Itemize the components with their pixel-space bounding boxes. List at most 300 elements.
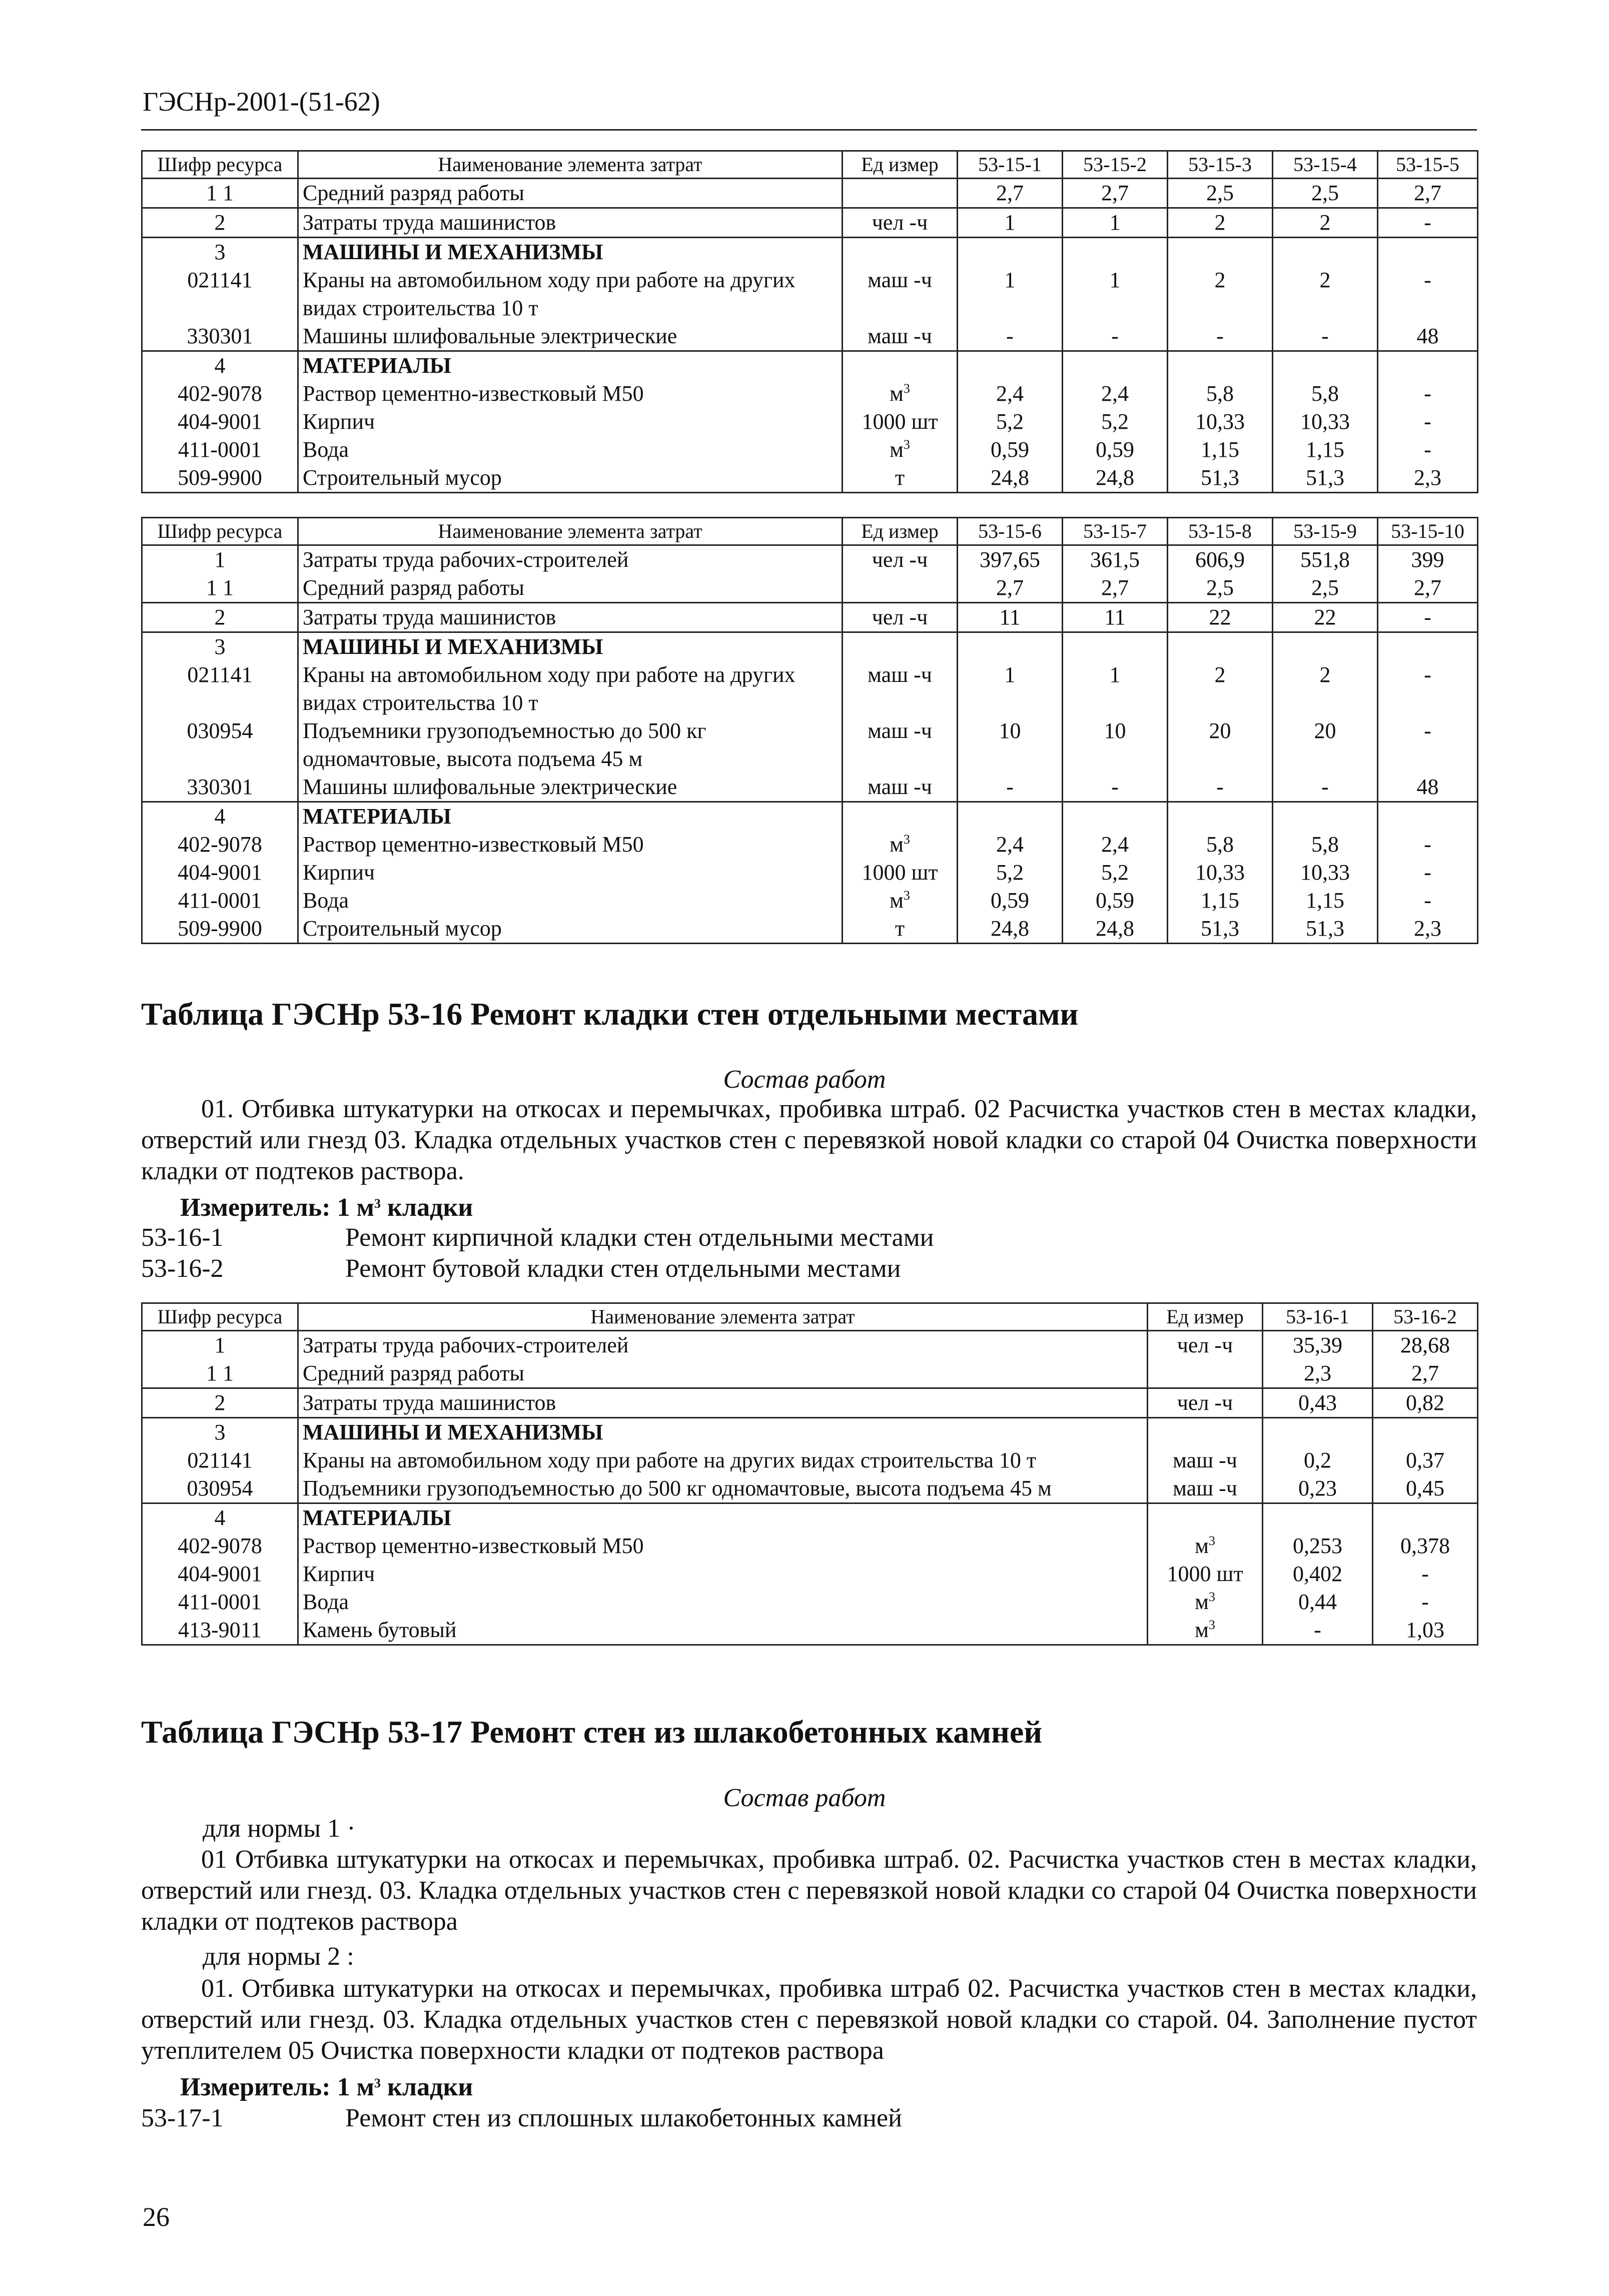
norm-value: 1: [1063, 208, 1168, 238]
resource-table-53-15-a: [141, 150, 1478, 493]
resource-code: 3: [142, 238, 298, 267]
table-header-row: [142, 1303, 1478, 1331]
table-row: [142, 1388, 1478, 1418]
norm-value: 0,43: [1263, 1388, 1373, 1418]
norm-value: [1168, 632, 1273, 661]
unit-text: т: [895, 465, 905, 490]
norm-value: 1,15: [1168, 436, 1273, 464]
norm-value: 20: [1273, 717, 1378, 773]
section-row: [142, 1503, 1478, 1533]
table-row: [142, 574, 1478, 603]
norm-value: [1378, 802, 1478, 831]
resource-unit: [1148, 1359, 1263, 1388]
table-row: [142, 380, 1478, 408]
column-header-code: Шифр ресурса: [142, 1303, 298, 1331]
resource-code: 2: [142, 1388, 298, 1418]
resource-name: Затраты труда машинистов: [298, 208, 843, 238]
resource-unit: [843, 322, 958, 351]
unit-text: 1000 шт: [862, 860, 938, 885]
norm-value: 1: [958, 661, 1063, 717]
unit-text: маш -ч: [1173, 1448, 1237, 1472]
norm-value: [1273, 238, 1378, 267]
norm-value: 0,44: [1263, 1588, 1373, 1616]
resource-code: 1: [142, 545, 298, 574]
resource-name: МАШИНЫ И МЕХАНИЗМЫ: [298, 632, 843, 661]
resource-code: 509-9900: [142, 464, 298, 493]
unit-text: маш -ч: [868, 662, 932, 687]
work-composition-heading: Состав работ: [723, 1784, 886, 1812]
unit-text: м: [890, 832, 904, 857]
table-row: [142, 436, 1478, 464]
column-header-norm: 53-15-1: [958, 151, 1063, 179]
measure-unit: Измеритель: 1 $м^3$ кладки: [180, 2073, 473, 2101]
unit-text: м: [1195, 1534, 1209, 1558]
norm-value: 10: [958, 717, 1063, 773]
norm-value: 48: [1378, 773, 1478, 802]
norm-code: 53-16-1: [141, 1223, 224, 1252]
norm-value: 24,8: [958, 464, 1063, 493]
norm-value: 0,253: [1263, 1532, 1373, 1560]
resource-name: МАТЕРИАЛЫ: [298, 802, 843, 831]
resource-name: Подъемники грузоподъемностью до 500 кг одномачтовые, высота подъема 45 м: [298, 717, 843, 773]
work-composition-text-1: 01 Отбивка штукатурки на откосах и перемычках, пробивка штраб. 02. Расчистка участков стен в местах кладки, отверстий или гнезд. 03. Кладка отдельных участков стен с перевязкой новой кладки со старой 04 Очистка поверхности кладки от подтеков раствора: [141, 1845, 1477, 1936]
norm-value: 2: [1168, 208, 1273, 238]
norm-value: -: [1273, 773, 1378, 802]
norm-value: [1063, 238, 1168, 267]
resource-unit: [843, 831, 958, 859]
resource-code: 411-0001: [142, 887, 298, 915]
unit-text: м: [890, 888, 904, 913]
column-header-norm: 53-15-5: [1378, 151, 1478, 179]
norm-value: 2,4: [958, 831, 1063, 859]
norm-value: 5,2: [958, 408, 1063, 436]
table-row: [142, 661, 1478, 717]
table-row: [142, 408, 1478, 436]
norm-code: 53-17-1: [141, 2104, 224, 2132]
norm-value: 48: [1378, 322, 1478, 351]
column-header-norm: 53-15-3: [1168, 151, 1273, 179]
norm-value: 22: [1273, 603, 1378, 632]
unit-superscript: 3: [1208, 1590, 1215, 1604]
unit-text: маш -ч: [868, 268, 932, 292]
resource-unit: [1148, 1503, 1263, 1533]
resource-name: Средний разряд работы: [298, 574, 843, 603]
norm-value: 51,3: [1168, 464, 1273, 493]
table-row: [142, 887, 1478, 915]
norm-value: 0,59: [958, 436, 1063, 464]
norm-value: 24,8: [1063, 915, 1168, 944]
resource-code: 021141: [142, 1446, 298, 1474]
unit-superscript: 3: [903, 437, 910, 452]
table-row: [142, 831, 1478, 859]
norm-value: -: [1273, 322, 1378, 351]
norm-value: 2,7: [1378, 574, 1478, 603]
resource-unit: [843, 266, 958, 322]
resource-code: 330301: [142, 773, 298, 802]
resource-code: 3: [142, 632, 298, 661]
resource-unit: [1148, 1388, 1263, 1418]
norm-value: 2: [1168, 661, 1273, 717]
norm-value: -: [958, 773, 1063, 802]
resource-unit: [843, 408, 958, 436]
norm-value: 24,8: [1063, 464, 1168, 493]
norm-value: 2: [1273, 208, 1378, 238]
table-row: [142, 1532, 1478, 1560]
resource-unit: [843, 436, 958, 464]
resource-code: 030954: [142, 717, 298, 773]
resource-code: 411-0001: [142, 1588, 298, 1616]
column-header-name: Наименование элемента затрат: [298, 518, 843, 545]
norm-value: -: [1378, 266, 1478, 322]
norm-value: 2,5: [1273, 574, 1378, 603]
resource-unit: [843, 464, 958, 493]
norm-value: 0,59: [1063, 887, 1168, 915]
norm-value: -: [1378, 208, 1478, 238]
resource-unit: [843, 717, 958, 773]
resource-name: Краны на автомобильном ходу при работе на других видах строительства 10 т: [298, 1446, 1148, 1474]
norm-value: 0,2: [1263, 1446, 1373, 1474]
section-row: [142, 238, 1478, 267]
resource-table-53-15-b: [141, 517, 1478, 944]
norm-1-label: для нормы 1 ·: [203, 1814, 356, 1843]
norm-value: -: [1378, 408, 1478, 436]
norm-value: 1,03: [1373, 1616, 1478, 1645]
resource-code: 4: [142, 802, 298, 831]
unit-text: м: [1195, 1590, 1209, 1614]
resource-name: Затраты труда рабочих-строителей: [298, 545, 843, 574]
norm-value: 2,7: [958, 179, 1063, 208]
table-header-row: [142, 151, 1478, 179]
table-row: [142, 179, 1478, 208]
resource-code: 021141: [142, 661, 298, 717]
norm-value: 0,402: [1263, 1560, 1373, 1588]
unit-text: т: [895, 916, 905, 941]
resource-code: 1: [142, 1331, 298, 1360]
norm-2-label: для нормы 2 :: [203, 1942, 354, 1971]
norm-value: 5,2: [1063, 859, 1168, 887]
resource-unit: [843, 238, 958, 267]
resource-code: 2: [142, 603, 298, 632]
section-row: [142, 351, 1478, 380]
norm-value: 1: [958, 266, 1063, 322]
resource-name: Вода: [298, 1588, 1148, 1616]
table-17-title: Таблица ГЭСНр 53-17 Ремонт стен из шлакобетонных камней: [141, 1714, 1043, 1750]
section-row: [142, 1418, 1478, 1447]
norm-value: 10,33: [1273, 859, 1378, 887]
resource-unit: [843, 179, 958, 208]
table-row: [142, 915, 1478, 944]
norm-value: 1,15: [1273, 887, 1378, 915]
norm-value: 0,82: [1373, 1388, 1478, 1418]
unit-text: чел -ч: [1177, 1333, 1233, 1357]
resource-name: Раствор цементно-известковый М50: [298, 1532, 1148, 1560]
resource-code: 402-9078: [142, 1532, 298, 1560]
work-composition-heading: Состав работ: [723, 1065, 886, 1094]
resource-code: 2: [142, 208, 298, 238]
resource-name: Вода: [298, 436, 843, 464]
norm-value: 51,3: [1168, 915, 1273, 944]
resource-name: Затраты труда рабочих-строителей: [298, 1331, 1148, 1360]
norm-value: -: [1378, 380, 1478, 408]
norm-value: -: [1378, 661, 1478, 717]
table-row: [142, 1588, 1478, 1616]
resource-code: 404-9001: [142, 1560, 298, 1588]
work-composition-text-2: 01. Отбивка штукатурки на откосах и перемычках, пробивка штраб 02. Расчистка участков стен в местах кладки, отверстий или гнезд. 03. Кладка отдельных участков стен с перевязкой новой кладки со старой. 04. Заполнение пустот утеплителем 05 Очистка поверхности кладки от подтеков раствора: [141, 1974, 1477, 2065]
norm-value: 11: [958, 603, 1063, 632]
resource-name: Строительный мусор: [298, 915, 843, 944]
measure-unit: Измеритель: 1 $м^3$ кладки: [180, 1193, 473, 1222]
norm-value: [1273, 351, 1378, 380]
norm-value: -: [1063, 773, 1168, 802]
resource-name: Машины шлифовальные электрические: [298, 322, 843, 351]
resource-code: 402-9078: [142, 380, 298, 408]
resource-unit: [1148, 1532, 1263, 1560]
column-header-code: Шифр ресурса: [142, 151, 298, 179]
table-row: [142, 773, 1478, 802]
resource-unit: [843, 380, 958, 408]
norm-value: 2,7: [1063, 179, 1168, 208]
unit-text: 1000 шт: [862, 409, 938, 434]
norm-value: 2: [1273, 266, 1378, 322]
resource-code: 413-9011: [142, 1616, 298, 1645]
norm-value: -: [958, 322, 1063, 351]
norm-value: 2,3: [1378, 915, 1478, 944]
norm-value: [1373, 1418, 1478, 1447]
resource-unit: [843, 208, 958, 238]
column-header-unit: Ед измер: [843, 151, 958, 179]
resource-name: Машины шлифовальные электрические: [298, 773, 843, 802]
norm-value: 10,33: [1168, 408, 1273, 436]
resource-name: Средний разряд работы: [298, 1359, 1148, 1388]
norm-value: 2,7: [958, 574, 1063, 603]
norm-value: [1063, 351, 1168, 380]
norm-value: -: [1373, 1588, 1478, 1616]
norm-value: 0,37: [1373, 1446, 1478, 1474]
norm-value: 2: [1168, 266, 1273, 322]
table-row: [142, 1560, 1478, 1588]
resource-code: 030954: [142, 1474, 298, 1503]
resource-code: 330301: [142, 322, 298, 351]
column-header-norm: 53-15-7: [1063, 518, 1168, 545]
resource-table-53-16: [141, 1302, 1478, 1646]
norm-value: 361,5: [1063, 545, 1168, 574]
unit-text: маш -ч: [868, 775, 932, 799]
norm-value: 5,2: [1063, 408, 1168, 436]
column-header-norm: 53-15-8: [1168, 518, 1273, 545]
unit-superscript: 3: [1208, 1534, 1215, 1548]
norm-value: 2,4: [958, 380, 1063, 408]
unit-text: маш -ч: [1173, 1476, 1237, 1500]
column-header-norm: 53-15-2: [1063, 151, 1168, 179]
norm-value: 606,9: [1168, 545, 1273, 574]
norm-title: Ремонт стен из сплошных шлакобетонных камней: [345, 2104, 902, 2132]
resource-name: Кирпич: [298, 859, 843, 887]
norm-value: 5,8: [1273, 831, 1378, 859]
unit-superscript: 3: [903, 888, 910, 903]
resource-code: 3: [142, 1418, 298, 1447]
norm-value: 5,2: [958, 859, 1063, 887]
resource-code: 021141: [142, 266, 298, 322]
resource-unit: [843, 661, 958, 717]
norm-value: [1378, 351, 1478, 380]
norm-value: 5,8: [1273, 380, 1378, 408]
resource-name: Кирпич: [298, 1560, 1148, 1588]
norm-value: [958, 351, 1063, 380]
column-header-unit: Ед измер: [843, 518, 958, 545]
resource-unit: [843, 351, 958, 380]
work-composition-text: 01. Отбивка штукатурки на откосах и перемычках, пробивка штраб. 02 Расчистка участков стен в местах кладки, отверстий или гнезд 03. Кладка отдельных участков стен с перевязкой новой кладки со старой 04 Очистка поверхности кладки от подтеков раствора.: [141, 1095, 1477, 1185]
norm-value: -: [1378, 887, 1478, 915]
resource-unit: [843, 859, 958, 887]
resource-code: 404-9001: [142, 859, 298, 887]
norm-value: 2,5: [1273, 179, 1378, 208]
resource-name: Кирпич: [298, 408, 843, 436]
resource-name: Средний разряд работы: [298, 179, 843, 208]
resource-name: Затраты труда машинистов: [298, 603, 843, 632]
resource-code: 1 1: [142, 1359, 298, 1388]
norm-value: 1: [958, 208, 1063, 238]
norm-value: -: [1263, 1616, 1373, 1645]
section-row: [142, 802, 1478, 831]
resource-unit: [843, 632, 958, 661]
norm-value: -: [1168, 773, 1273, 802]
unit-text: чел -ч: [872, 605, 928, 629]
norm-value: -: [1378, 717, 1478, 773]
norm-value: -: [1378, 603, 1478, 632]
unit-superscript: 3: [903, 381, 910, 396]
norm-value: 20: [1168, 717, 1273, 773]
resource-unit: [1148, 1560, 1263, 1588]
norm-value: [1273, 632, 1378, 661]
norm-value: 10,33: [1273, 408, 1378, 436]
norm-value: [1263, 1503, 1373, 1533]
norm-value: -: [1378, 436, 1478, 464]
unit-text: м: [890, 381, 904, 406]
resource-unit: [843, 802, 958, 831]
norm-value: [1168, 802, 1273, 831]
norm-value: 2,7: [1063, 574, 1168, 603]
resource-unit: [1148, 1331, 1263, 1360]
norm-value: 2,4: [1063, 380, 1168, 408]
resource-code: 509-9900: [142, 915, 298, 944]
norm-value: 551,8: [1273, 545, 1378, 574]
column-header-name: Наименование элемента затрат: [298, 1303, 1148, 1331]
norm-value: 2,3: [1378, 464, 1478, 493]
norm-title: Ремонт кирпичной кладки стен отдельными местами: [345, 1223, 934, 1252]
norm-value: 5,8: [1168, 380, 1273, 408]
resource-unit: [1148, 1616, 1263, 1645]
norm-value: 0,45: [1373, 1474, 1478, 1503]
column-header-code: Шифр ресурса: [142, 518, 298, 545]
resource-name: Краны на автомобильном ходу при работе на других видах строительства 10 т: [298, 661, 843, 717]
norm-value: [1168, 238, 1273, 267]
norm-value: [1378, 238, 1478, 267]
norm-value: 1: [1063, 661, 1168, 717]
resource-code: 404-9001: [142, 408, 298, 436]
column-header-unit: Ед измер: [1148, 1303, 1263, 1331]
table-16-title: Таблица ГЭСНр 53-16 Ремонт кладки стен отдельными местами: [141, 996, 1079, 1032]
norm-value: -: [1378, 859, 1478, 887]
norm-value: 2,5: [1168, 179, 1273, 208]
resource-name: Затраты труда машинистов: [298, 1388, 1148, 1418]
norm-value: 35,39: [1263, 1331, 1373, 1360]
norm-value: 0,59: [958, 887, 1063, 915]
document-header: ГЭСНр-2001-(51-62): [143, 87, 380, 117]
norm-value: 0,378: [1373, 1532, 1478, 1560]
table-row: [142, 266, 1478, 322]
resource-name: Раствор цементно-известковый М50: [298, 380, 843, 408]
resource-unit: [843, 915, 958, 944]
unit-text: маш -ч: [868, 718, 932, 743]
unit-text: чел -ч: [1177, 1390, 1233, 1415]
norm-value: 5,8: [1168, 831, 1273, 859]
table-row: [142, 545, 1478, 574]
unit-text: м: [890, 437, 904, 462]
column-header-norm: 53-16-1: [1263, 1303, 1373, 1331]
header-divider: [141, 129, 1477, 131]
norm-value: [1063, 802, 1168, 831]
resource-unit: [843, 545, 958, 574]
page-number: 26: [143, 2202, 170, 2232]
resource-unit: [1148, 1418, 1263, 1447]
resource-code: 1 1: [142, 574, 298, 603]
table-row: [142, 859, 1478, 887]
norm-value: -: [1378, 831, 1478, 859]
norm-value: 397,65: [958, 545, 1063, 574]
norm-value: [958, 802, 1063, 831]
norm-code: 53-16-2: [141, 1254, 224, 1283]
norm-value: 11: [1063, 603, 1168, 632]
table-row: [142, 1446, 1478, 1474]
column-header-name: Наименование элемента затрат: [298, 151, 843, 179]
table-header-row: [142, 518, 1478, 545]
resource-name: Краны на автомобильном ходу при работе на других видах строительства 10 т: [298, 266, 843, 322]
norm-value: 51,3: [1273, 915, 1378, 944]
resource-name: Строительный мусор: [298, 464, 843, 493]
norm-value: 2,7: [1378, 179, 1478, 208]
norm-value: -: [1063, 322, 1168, 351]
norm-value: 2: [1273, 661, 1378, 717]
resource-name: Раствор цементно-известковый М50: [298, 831, 843, 859]
table-row: [142, 603, 1478, 632]
unit-superscript: 3: [903, 832, 910, 847]
resource-name: МАТЕРИАЛЫ: [298, 351, 843, 380]
resource-code: 1 1: [142, 179, 298, 208]
column-header-norm: 53-15-6: [958, 518, 1063, 545]
table-row: [142, 1616, 1478, 1645]
resource-unit: [1148, 1446, 1263, 1474]
norm-value: 22: [1168, 603, 1273, 632]
norm-value: [1263, 1418, 1373, 1447]
table-row: [142, 322, 1478, 351]
norm-value: 399: [1378, 545, 1478, 574]
unit-text: м: [1195, 1618, 1209, 1642]
norm-value: 24,8: [958, 915, 1063, 944]
resource-code: 4: [142, 1503, 298, 1533]
norm-value: -: [1168, 322, 1273, 351]
norm-value: [958, 238, 1063, 267]
unit-text: 1000 шт: [1167, 1562, 1243, 1586]
norm-value: 28,68: [1373, 1331, 1478, 1360]
resource-unit: [843, 773, 958, 802]
column-header-norm: 53-15-9: [1273, 518, 1378, 545]
resource-unit: [843, 887, 958, 915]
norm-value: 51,3: [1273, 464, 1378, 493]
unit-superscript: 3: [1208, 1618, 1215, 1632]
table-row: [142, 1331, 1478, 1360]
resource-unit: [843, 603, 958, 632]
norm-value: 2,3: [1263, 1359, 1373, 1388]
